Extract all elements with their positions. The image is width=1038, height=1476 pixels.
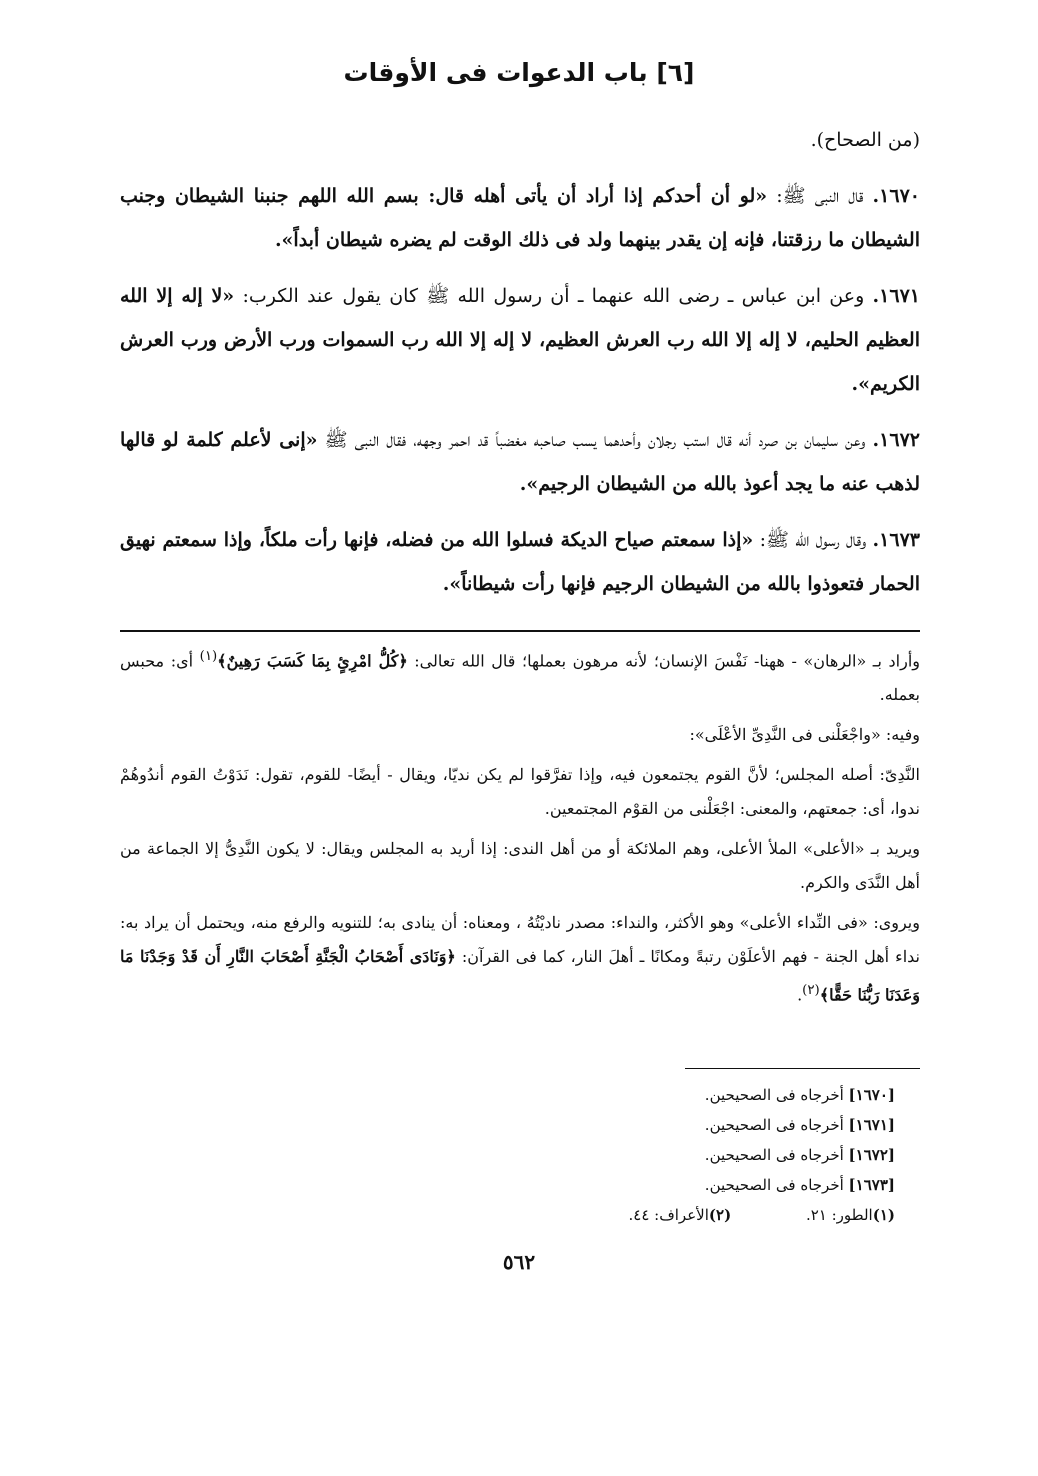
hadith-number: ١٦٧٢.: [872, 429, 920, 451]
source-note: (من الصحاح).: [810, 129, 920, 151]
hadith-text: «لا إله إلا الله العظيم الحليم، لا إله إلا الله رب العرش العظيم، لا إله إلا الله رب السموات ورب الأرض ورب العرش الكريم».: [120, 285, 920, 395]
footnotes: [495, 1080, 895, 1230]
hadith-1671: [120, 274, 920, 406]
footnote-text: أخرجاه فى الصحيحين.: [704, 1146, 849, 1164]
commentary-paragraph: النَّدِىّ: أصله المجلس؛ لأنَّ القوم يجتمعون فيه، وإذا تفرَّقوا لم يكن نديّا، ويقال - أيضًا- للقوم، تقول: نَدَوْتُ القوم أندُوهُمْ ندوا، أى: جمعتهم، والمعنى: اجْعَلْنى من القوْم المجتمعين.: [120, 765, 921, 819]
commentary-text: أى: محبس بعمله.: [120, 651, 920, 705]
quran-quote: ﴿كُلُّ امْرِئٍ بِمَا كَسَبَ رَهِينٌ﴾: [217, 651, 408, 671]
main-text: [120, 118, 920, 618]
reference-id: (٢): [708, 1206, 732, 1224]
footnote-id: [١٦٧٢]: [848, 1146, 895, 1164]
footnote-refs: [495, 1200, 895, 1230]
footnote-item: [495, 1170, 895, 1200]
footnote-id: [١٦٧٠]: [848, 1086, 895, 1104]
commentary-text: .: [797, 985, 803, 1005]
hadith-text: «إنى لأعلم كلمة لو قالها لذهب عنه ما يجد أعوذ بالله من الشيطان الرجيم».: [120, 429, 920, 495]
reference-id: (١): [872, 1206, 895, 1224]
chapter-title: [٦] باب الدعوات فى الأوقات: [343, 58, 695, 87]
divider-line: [120, 630, 920, 632]
hadith-lead: قال النبى ﷺ:: [767, 185, 864, 207]
footnote-id: [١٦٧٣]: [848, 1176, 895, 1194]
hadith-lead: وعن ابن عباس ـ رضى الله عنهما ـ أن رسول الله ﷺ كان يقول عند الكرب:: [234, 285, 865, 307]
hadith-1672: [120, 418, 920, 506]
commentary-paragraph: [120, 640, 920, 712]
footnote-text: أخرجاه فى الصحيحين.: [704, 1086, 849, 1104]
footnote-item: [495, 1080, 895, 1110]
footnote-item: [495, 1140, 895, 1170]
reference-text: الأعراف: ٤٤.: [628, 1206, 709, 1224]
commentary-paragraph: [120, 906, 920, 1012]
hadith-text: «إذا سمعتم صياح الديكة فسلوا الله من فضله، فإنها رأت ملكاً، وإذا سمعتم نهيق الحمار فتعوذوا بالله من الشيطان الرجيم فإنها رأت شيطاناً».: [120, 529, 920, 595]
reference-2: [628, 1206, 731, 1224]
quran-quote: ﴿وَنَادَى أَصْحَابُ الْجَنَّةِ أَصْحَابَ النَّارِ أَن قَدْ وَجَدْنَا مَا وَعَدَنَا رَبُّنَا حَقًّا﴾: [120, 947, 920, 1005]
commentary-section: [120, 640, 920, 1019]
hadith-1673: [120, 518, 920, 606]
commentary-paragraph: ويريد بـ «الأعلى» الملأ الأعلى، وهم الملائكة أو من أهل الندى: إذا أريد به المجلس ويقال: لا يكون النَّدِىُّ إلا الجماعة من أهل النَّدَى والكرم.: [120, 839, 921, 893]
footnote-text: أخرجاه فى الصحيحين.: [704, 1116, 849, 1134]
footnote-divider: [685, 1068, 920, 1069]
footnote-ref: (٢): [802, 983, 820, 999]
commentary-text: ويروى: «فى النِّداء الأعلى» وهو الأكثر، والنداء: مصدر ناديْتُهُ ، ومعناه: أن ينادى به؛ للتنويه والرفع منه، ويحتمل أن يراد به: نداء أهل الجنة - فهم الأعلَوْن رتبةً ومكانًا ـ أهلَ النار، كما فى القرآن:: [120, 913, 920, 967]
reference-1: [806, 1200, 895, 1230]
reference-text: الطور: ٢١.: [805, 1206, 873, 1224]
commentary-text: وأراد بـ «الرهان» - ههنا- نَفْسَ الإنسان؛ لأنه مرهون بعملها؛ قال الله تعالى:: [407, 651, 921, 671]
hadith-lead: وعن سليمان بن صرد أنه قال استب رجلان وأحدهما يسب صاحبه مغضباً قد احمر وجهه، فقال النبى ﷺ: [317, 429, 866, 451]
hadith-1670: [120, 174, 920, 262]
footnote-ref: (١): [199, 649, 218, 664]
page-number: ٥٦٢: [502, 1250, 536, 1274]
footnote-item: [495, 1110, 895, 1140]
hadith-number: ١٦٧٠.: [872, 185, 920, 207]
hadith-lead: وقال رسول الله ﷺ:: [753, 529, 867, 551]
footnote-text: أخرجاه فى الصحيحين.: [704, 1176, 849, 1194]
hadith-text: «لو أن أحدكم إذا أراد أن يأتى أهله قال: بسم الله اللهم جنبنا الشيطان وجنب الشيطان ما رزقتنا، فإنه إن يقدر بينهما ولد فى ذلك الوقت لم يضره شيطان أبداً».: [120, 185, 920, 251]
hadith-number: ١٦٧١.: [872, 285, 920, 307]
hadith-number: ١٦٧٣.: [872, 529, 920, 551]
footnote-id: [١٦٧١]: [848, 1116, 895, 1134]
commentary-paragraph: وفيه: «واجْعَلْنى فى النَّدِىِّ الأعْلَى»:: [689, 725, 920, 745]
